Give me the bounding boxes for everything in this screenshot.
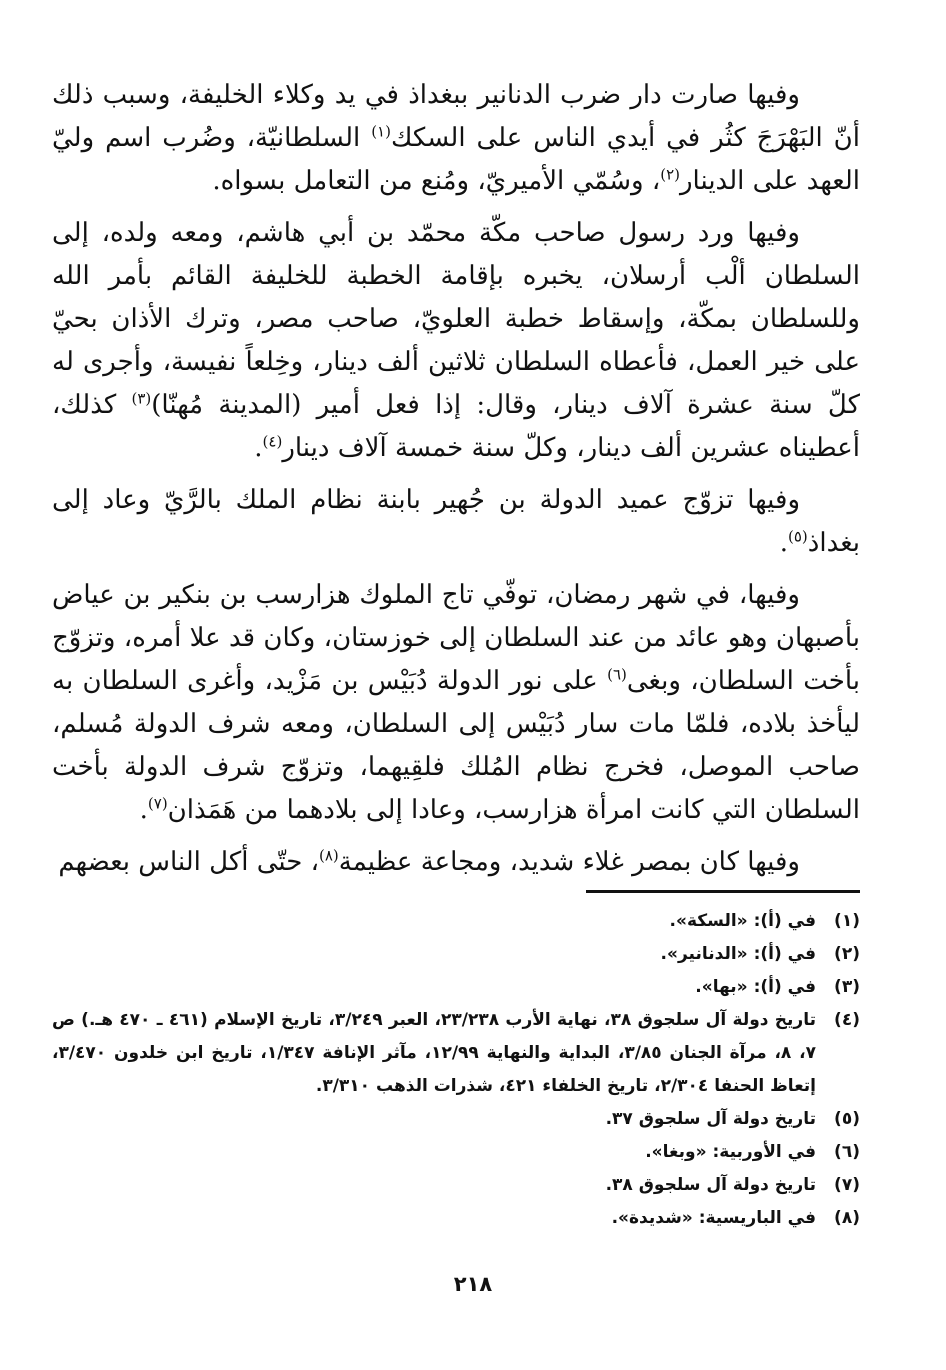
footnote [52, 1169, 860, 1202]
footnote-reference[interactable]: (٧) [147, 794, 168, 813]
footnote-number: (١) [834, 911, 860, 931]
footnote-text: تاريخ دولة آل سلجوق ٣٨، نهاية الأرب ٢٣/٢٣٨، العبر ٣/٢٤٩، تاريخ الإسلام (٤٦١ ـ ٤٧٠ هـ.) ص ٧، ٨، مرآة الجنان ٣/٨٥، البداية والنهاية ١٢/٩٩، مآثر الإنافة ١/٣٤٧، تاريخ ابن خلدون ٣/٤٧٠، إتعاظ الحنفا ٢/٣٠٤، تاريخ الخلفاء ٤٢١، شذرات الذهب ٣/٣١٠. [52, 1010, 816, 1096]
paragraph-text: وفيها صارت دار ضرب الدنانير ببغداذ في يد وكلاء الخليفة، وسبب ذلك أنّ البَهْرَجَ كثُر في أيدي الناس على السكك [52, 80, 860, 153]
footnote [52, 905, 860, 938]
paragraph-text: وفيها، في شهر رمضان، توفّي تاج الملوك هزارسب بن بنكير بن عياض بأصبهان وهو عائد من عند السلطان إلى خوزستان، وكان قد علا أمره، وتزوّج بأخت السلطان، وبغى [52, 580, 860, 696]
paragraph-text: على نور الدولة دُبَيْس بن مَزْيد، وأغرى السلطان به ليأخذ بلاده، فلمّا مات سار دُبَيْس إلى السلطان، ومعه شرف الدولة مُسلم، صاحب الموصل، فخرج نظام المُلك فلقِيهما، وتزوّج شرف الدولة بأخت السلطان التي كانت امرأة هزارسب، وعادا إلى بلادهما من هَمَذان [52, 666, 860, 825]
paragraph-text: السلطانيّة، وضُرب اسم وليّ العهد على الدينار [52, 123, 860, 196]
paragraph-text: ، وسُمّي الأميريّ، ومُنع من التعامل بسواه. [212, 166, 661, 196]
footnote-text: في (أ): «السكة». [669, 911, 816, 931]
footnote-number: (٤) [834, 1010, 860, 1030]
paragraph [52, 212, 860, 470]
footnote-number: (٣) [834, 977, 860, 997]
paragraph-text: وفيها تزوّج عميد الدولة بن جُهير بابنة نظام الملك بالرَّيّ وعاد إلى بغداذ [52, 485, 860, 558]
footnote [52, 971, 860, 1004]
footnote-reference[interactable]: (٦) [607, 665, 627, 684]
paragraph-text: كذلك، أعطيناه عشرين ألف دينار، وكلّ سنة خمسة آلاف دينار [52, 390, 860, 463]
footnote-divider [586, 890, 860, 893]
footnote-reference[interactable]: (١) [371, 122, 391, 141]
footnote-text: تاريخ دولة آل سلجوق ٣٨. [605, 1175, 816, 1195]
main-text [52, 74, 860, 884]
footnote [52, 938, 860, 971]
paragraph-text: . [139, 795, 148, 825]
paragraph-text: وفيها كان بمصر غلاء شديد، ومجاعة عظيمة [338, 847, 800, 877]
paragraph [52, 74, 860, 203]
footnote-reference[interactable]: (٤) [262, 432, 283, 451]
footnote-number: (٥) [834, 1109, 860, 1129]
footnote-text: في (أ): «بها». [695, 977, 816, 997]
footnote-text: في الباريسية: «شديدة». [611, 1208, 816, 1228]
footnote-reference[interactable]: (٣) [131, 389, 152, 408]
footnote-reference[interactable]: (٨) [318, 846, 339, 865]
footnote-text: في الأوربية: «وبغا». [645, 1142, 816, 1162]
footnote-number: (٨) [834, 1208, 860, 1228]
footnote [52, 1103, 860, 1136]
footnote-reference[interactable]: (٢) [660, 165, 680, 184]
footnote [52, 1202, 860, 1235]
paragraph [52, 841, 860, 884]
paragraph-text: وفيها ورد رسول صاحب مكّة محمّد بن أبي هاشم، ومعه ولده، إلى السلطان ألْب أرسلان، يخبره بإقامة الخطبة للخليفة القائم بأمر الله وللسلطان بمكّة، وإسقاط خطبة العلويّ، صاحب مصر، وترك الأذان بحيّ على خير العمل، فأعطاه السلطان ثلاثين ألف دينار، وخِلعاً نفيسة، وأجرى له كلّ سنة عشرة آلاف دينار، وقال: إذا فعل أمير (المدينة مُهنّا) [52, 218, 860, 420]
footnote-reference[interactable]: (٥) [787, 527, 808, 546]
footnotes [52, 905, 860, 1235]
paragraph-text: ، حتّى أكل الناس بعضهم [58, 847, 319, 877]
paragraph-text: . [254, 433, 263, 463]
footnote [52, 1004, 860, 1103]
paragraph [52, 574, 860, 832]
page-number: ٢١٨ [453, 1272, 493, 1296]
paragraph [52, 479, 860, 565]
footnote [52, 1136, 860, 1169]
footnote-number: (٧) [834, 1175, 860, 1195]
footnote-number: (٢) [834, 944, 860, 964]
footnote-text: في (أ): «الدنانير». [660, 944, 816, 964]
paragraph-text: . [779, 528, 788, 558]
footnote-text: تاريخ دولة آل سلجوق ٣٧. [605, 1109, 816, 1129]
footnote-number: (٦) [834, 1142, 860, 1162]
